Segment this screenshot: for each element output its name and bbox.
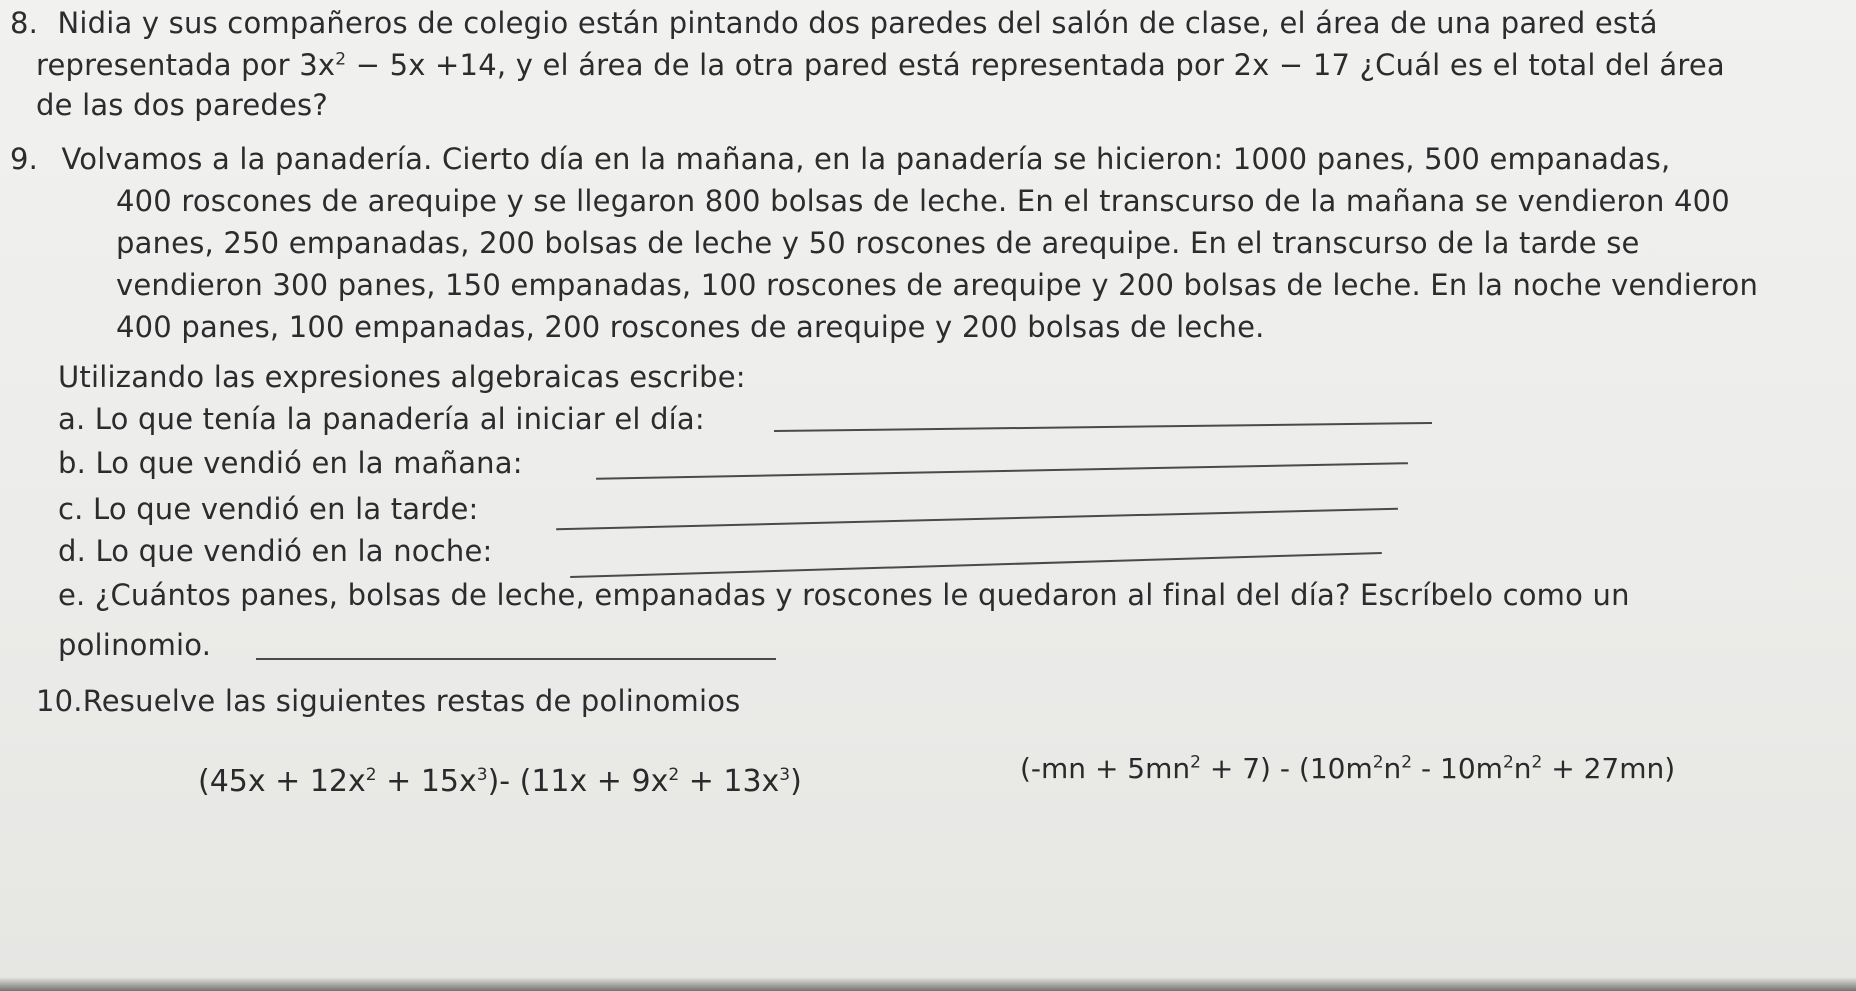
problem-8-number: 8. bbox=[10, 6, 39, 40]
subtraction-expression-b bbox=[1020, 752, 1675, 785]
item-b-text: b. Lo que vendió en la mañana: bbox=[58, 446, 523, 480]
problem-9-line-3 bbox=[116, 226, 1640, 260]
expr-b-exp-4: 2 bbox=[1502, 752, 1514, 773]
item-c-text: c. Lo que vendió en la tarde: bbox=[58, 492, 479, 526]
item-d-text: d. Lo que vendió en la noche: bbox=[58, 534, 493, 568]
problem-9-line-5 bbox=[116, 310, 1265, 344]
item-c bbox=[58, 492, 479, 526]
page-edge-shadow bbox=[0, 977, 1856, 991]
problem-10-title bbox=[36, 684, 740, 718]
answer-line-d[interactable] bbox=[570, 552, 1382, 578]
item-a-text: a. Lo que tenía la panadería al iniciar el día: bbox=[58, 402, 705, 436]
expr-a-exp-1: 2 bbox=[365, 765, 377, 785]
problem-8-expression-2: 2x − 17 bbox=[1233, 48, 1351, 82]
expr-b-part-5: n bbox=[1513, 752, 1532, 785]
problem-8-text-2b: , y el área de la otra pared está representada por bbox=[496, 48, 1234, 82]
item-b bbox=[58, 446, 523, 480]
problem-8-line-2 bbox=[36, 48, 1725, 82]
expr-b-part-3: n bbox=[1383, 752, 1402, 785]
problem-8-text-3: de las dos paredes? bbox=[36, 88, 328, 122]
expr-a-part-3: )- (11x + 9x bbox=[487, 764, 669, 799]
problem-8-line-1 bbox=[10, 6, 1658, 40]
expr1-exponent: 2 bbox=[335, 49, 347, 70]
expr-b-exp-5: 2 bbox=[1531, 752, 1543, 773]
answer-line-c[interactable] bbox=[556, 508, 1398, 531]
expr-b-part-6: + 27mn) bbox=[1542, 752, 1676, 785]
expr-a-part-5: ) bbox=[790, 764, 802, 799]
expr-b-exp-1: 2 bbox=[1190, 752, 1201, 773]
expr-a-exp-3: 2 bbox=[668, 765, 680, 785]
subtraction-expression-a bbox=[198, 764, 802, 799]
expr1-rest: − 5x +14 bbox=[346, 48, 497, 82]
problem-9-text-2: 400 roscones de arequipe y se llegaron 800 bolsas de leche. En el transcurso de la mañana se vendieron 400 bbox=[116, 184, 1730, 218]
item-d bbox=[58, 534, 492, 568]
expr-b-exp-2: 2 bbox=[1372, 752, 1384, 773]
instruction-label: Utilizando las expresiones algebraicas escribe: bbox=[58, 360, 746, 394]
item-e-line-2 bbox=[58, 628, 211, 662]
problem-8-text-1: Nidia y sus compañeros de colegio están pintando dos paredes del salón de clase, el área de una pared está bbox=[57, 6, 1658, 40]
expr-a-part-2: + 15x bbox=[376, 764, 477, 799]
expr-a-exp-4: 3 bbox=[779, 765, 791, 785]
problem-8-line-3 bbox=[36, 88, 328, 122]
problem-10-text: 10.Resuelve las siguientes restas de polinomios bbox=[36, 684, 741, 718]
answer-line-b[interactable] bbox=[596, 462, 1408, 480]
problem-9-line-1 bbox=[10, 142, 1670, 176]
problem-8-text-2c: ¿Cuál es el total del área bbox=[1350, 48, 1725, 82]
expr-b-exp-3: 2 bbox=[1401, 752, 1413, 773]
instruction-text bbox=[58, 360, 746, 394]
problem-9-number: 9. bbox=[10, 142, 39, 176]
item-e-line-1 bbox=[58, 578, 1630, 612]
expr-a-exp-2: 3 bbox=[476, 765, 488, 785]
expr-a-part-4: + 13x bbox=[679, 764, 780, 799]
problem-9-line-2 bbox=[116, 184, 1730, 218]
problem-9-line-4 bbox=[116, 268, 1758, 302]
answer-line-a[interactable] bbox=[774, 422, 1432, 432]
item-a bbox=[58, 402, 705, 436]
problem-9-text-5: 400 panes, 100 empanadas, 200 roscones de arequipe y 200 bolsas de leche. bbox=[116, 310, 1265, 344]
problem-8-expression-1 bbox=[299, 48, 497, 82]
expr-b-part-4: - 10m bbox=[1412, 752, 1503, 785]
problem-9-text-4: vendieron 300 panes, 150 empanadas, 100 roscones de arequipe y 200 bolsas de leche. En la noche vendieron bbox=[116, 268, 1759, 302]
expr1-term: 3x bbox=[299, 48, 336, 82]
problem-9-text-1: Volvamos a la panadería. Cierto día en la mañana, en la panadería se hicieron: 1000 panes, 500 empanadas, bbox=[61, 142, 1671, 176]
expr-a-part-1: (45x + 12x bbox=[198, 764, 366, 799]
expr-b-part-2: + 7) - (10m bbox=[1200, 752, 1373, 785]
item-e-text-2: polinomio. bbox=[58, 628, 212, 662]
answer-line-e[interactable] bbox=[256, 658, 776, 660]
item-e-text-1: e. ¿Cuántos panes, bolsas de leche, empanadas y roscones le quedaron al final del día? Escríbelo como un bbox=[58, 578, 1630, 612]
problem-8-text-2a: representada por bbox=[36, 48, 300, 82]
problem-9-text-3: panes, 250 empanadas, 200 bolsas de leche y 50 roscones de arequipe. En el transcurso de la tarde se bbox=[116, 226, 1640, 260]
expr-b-part-1: (-mn + 5mn bbox=[1020, 752, 1191, 785]
